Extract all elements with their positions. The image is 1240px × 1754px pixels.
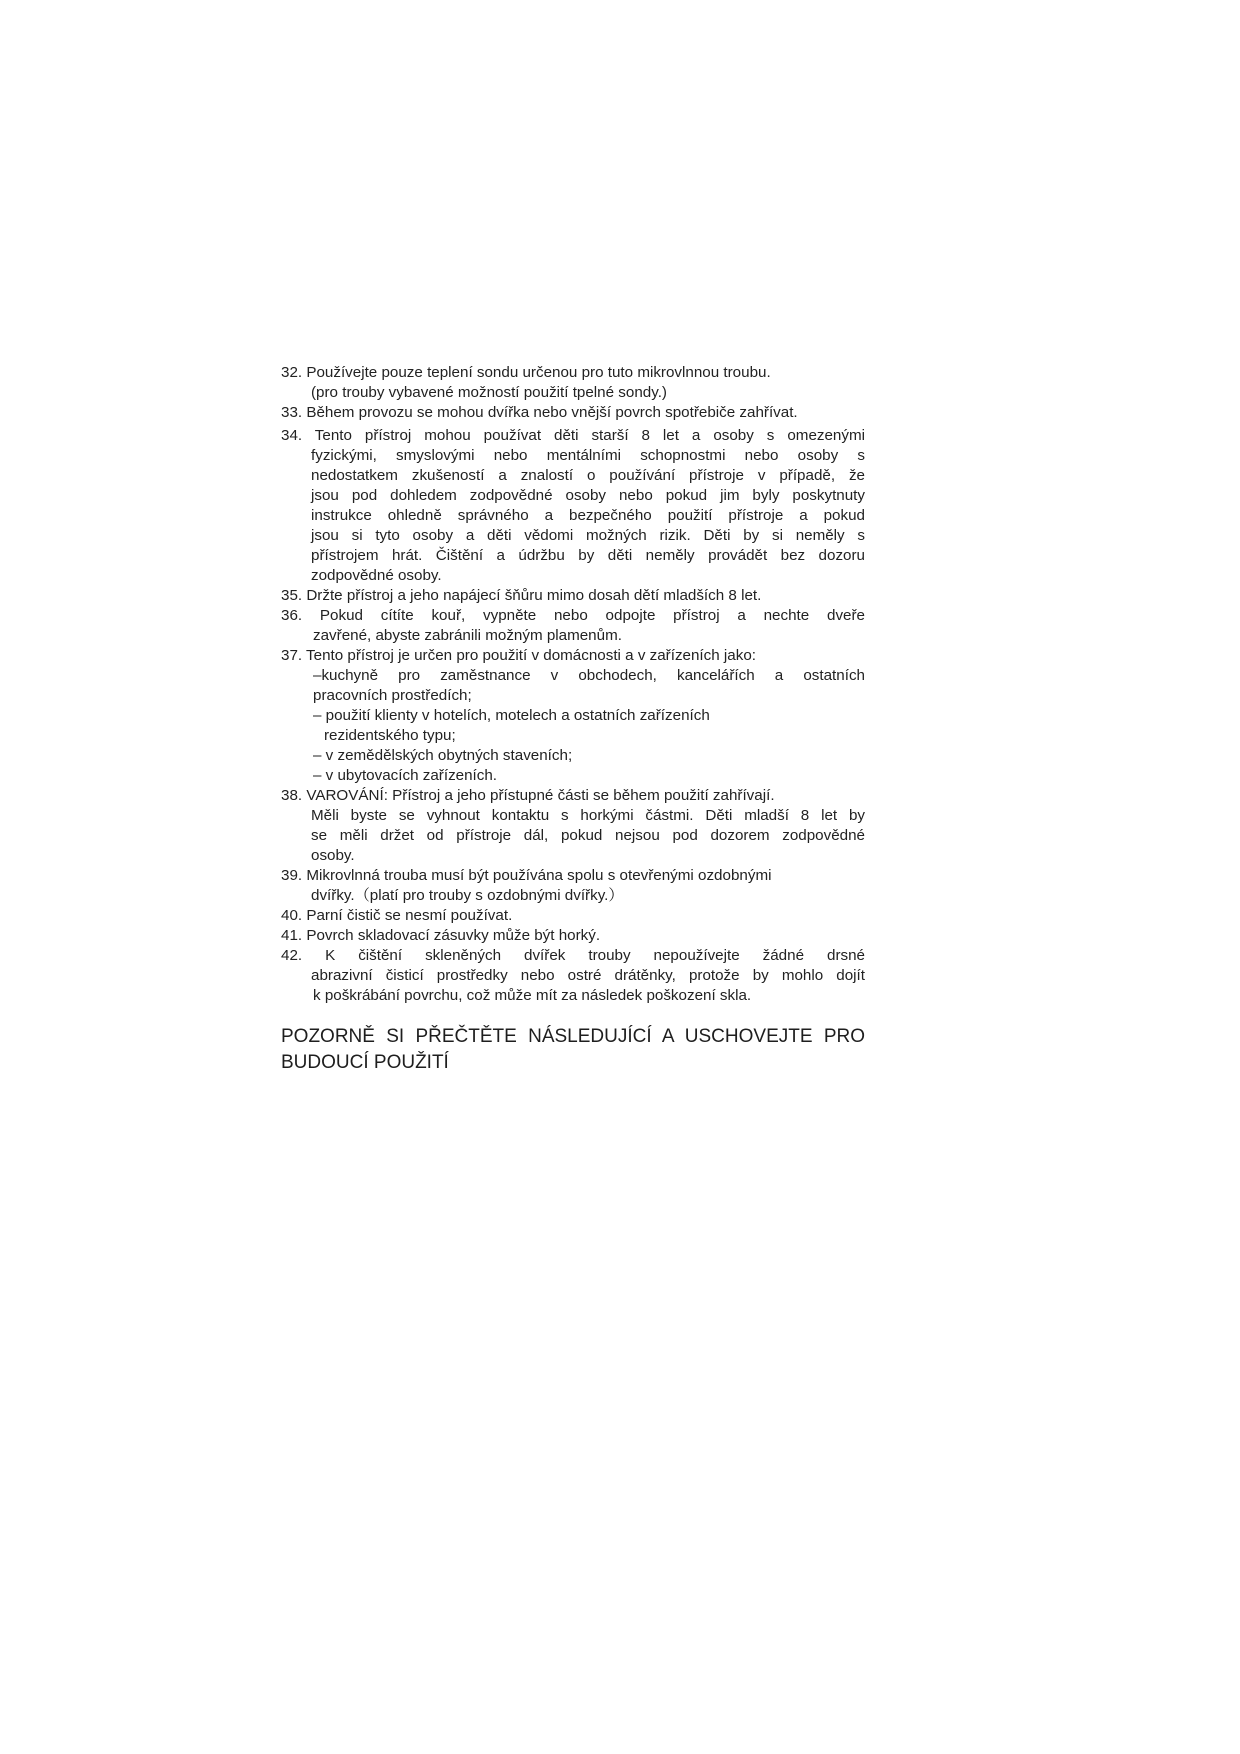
list-item-line: 39. Mikrovlnná trouba musí být používána spolu s otevřenými ozdobnými <box>281 867 772 884</box>
list-item-41 <box>281 926 865 946</box>
list-item-line: 37. Tento přístroj je určen pro použití v domácnosti a v zařízeních jako: <box>281 647 756 664</box>
list-item-line: pracovních prostředích; <box>313 687 472 704</box>
list-item-34 <box>281 426 865 586</box>
list-item-line: jsou pod dohledem zodpovědné osoby nebo pokud jim byly poskytnuty <box>311 487 865 504</box>
list-item-32 <box>281 363 865 403</box>
list-item-line: 32. Používejte pouze teplení sondu určenou pro tuto mikrovlnnou troubu. <box>281 364 771 381</box>
list-item-35 <box>281 586 865 606</box>
list-item-line: (pro trouby vybavené možností použití tpelné sondy.) <box>311 384 667 401</box>
list-item-line: k poškrábání povrchu, což může mít za následek poškození skla. <box>313 987 752 1004</box>
list-item-line: 35. Držte přístroj a jeho napájecí šňůru mimo dosah dětí mladších 8 let. <box>281 587 762 604</box>
list-item-line: – v ubytovacích zařízeních. <box>313 767 498 784</box>
heading-line: POZORNĚ SI PŘEČTĚTE NÁSLEDUJÍCÍ A USCHOVEJTE PRO <box>281 1026 865 1047</box>
list-item-line: – v zemědělských obytných staveních; <box>313 747 573 764</box>
list-item-line: rezidentského typu; <box>324 727 456 744</box>
list-item-line: 40. Parní čistič se nesmí používat. <box>281 907 513 924</box>
list-item-line: 36. Pokud cítíte kouř, vypněte nebo odpojte přístroj a nechte dveře <box>281 607 865 624</box>
list-item-line: – použití klienty v hotelích, motelech a ostatních zařízeních <box>313 707 710 724</box>
list-item-line: –kuchyně pro zaměstnance v obchodech, kancelářích a ostatních <box>313 667 865 684</box>
list-item-line: 42. K čištění skleněných dvířek trouby nepoužívejte žádné drsné <box>281 947 865 964</box>
list-item-line: dvířky.（platí pro trouby s ozdobnými dvířky.） <box>311 887 624 904</box>
list-item-36 <box>281 606 865 646</box>
list-item-line: instrukce ohledně správného a bezpečného použití přístroje a pokud <box>311 507 865 524</box>
heading-line: BUDOUCÍ POUŽITÍ <box>281 1052 449 1073</box>
document-page <box>281 363 865 1076</box>
list-item-line: 38. VAROVÁNÍ: Přístroj a jeho přístupné části se během použití zahřívají. <box>281 787 775 804</box>
list-item-line: 34. Tento přístroj mohou používat děti starší 8 let a osoby s omezenými <box>281 427 865 444</box>
list-item-line: fyzickými, smyslovými nebo mentálními schopnostmi nebo osoby s <box>311 447 865 464</box>
list-item-line: zodpovědné osoby. <box>311 567 442 584</box>
list-item-line: přístrojem hrát. Čištění a údržbu by děti neměly provádět bez dozoru <box>311 547 865 564</box>
list-item-line: 33. Během provozu se mohou dvířka nebo vnější povrch spotřebiče zahřívat. <box>281 404 798 421</box>
list-item-line: zavřené, abyste zabránili možným plamenům. <box>313 627 622 644</box>
list-item-line: osoby. <box>311 847 355 864</box>
section-heading <box>281 1024 865 1076</box>
list-item-line: abrazivní čisticí prostředky nebo ostré drátěnky, protože by mohlo dojít <box>311 967 865 984</box>
list-item-line: nedostatkem zkušeností a znalostí o používání přístroje v případě, že <box>311 467 865 484</box>
list-item-38 <box>281 786 865 866</box>
list-item-line: se měli držet od přístroje dál, pokud nejsou pod dozorem zodpovědné <box>311 827 865 844</box>
list-item-37 <box>281 646 865 786</box>
list-item-33 <box>281 403 865 423</box>
list-item-line: jsou si tyto osoby a děti vědomi možných rizik. Děti by si neměly s <box>311 527 865 544</box>
list-item-42 <box>281 946 865 1006</box>
list-item-line: Měli byste se vyhnout kontaktu s horkými částmi. Děti mladší 8 let by <box>311 807 865 824</box>
list-item-39 <box>281 866 865 906</box>
list-item-40 <box>281 906 865 926</box>
list-item-line: 41. Povrch skladovací zásuvky může být horký. <box>281 927 601 944</box>
